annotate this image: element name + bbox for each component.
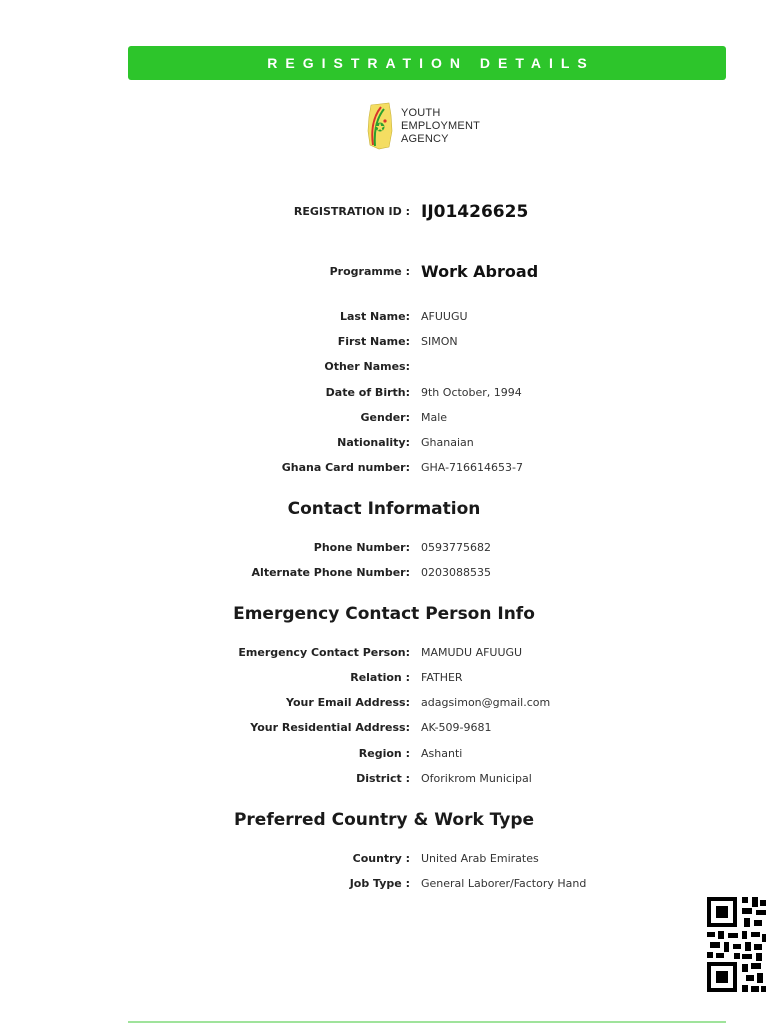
district-row [0, 769, 768, 789]
alternate-phone-row [0, 563, 768, 583]
field-value: AFUUGU [421, 310, 468, 323]
phone-row [0, 538, 768, 558]
last-name-row [0, 307, 768, 327]
first-name-row [0, 332, 768, 352]
programme-label: Programme : [329, 265, 410, 278]
agency-logo [365, 101, 480, 151]
job-type-row [0, 874, 768, 894]
field-value: United Arab Emirates [421, 852, 539, 865]
field-label: Your Residential Address: [250, 721, 410, 734]
contact-heading: Contact Information [287, 499, 481, 519]
field-value: 0593775682 [421, 541, 491, 554]
field-value: AK-509-9681 [421, 721, 492, 734]
field-value: Male [421, 411, 448, 424]
field-value: Ashanti [421, 747, 463, 760]
field-label: Date of Birth: [325, 386, 410, 399]
registration-id-label: REGISTRATION ID : [293, 205, 410, 218]
field-label: Gender: [360, 411, 410, 424]
field-value: Oforikrom Municipal [421, 772, 532, 785]
qr-code-icon [706, 896, 766, 994]
programme-row [0, 262, 768, 282]
field-value: MAMUDU AFUUGU [421, 646, 523, 659]
email-row [0, 693, 768, 713]
registration-id-row [0, 202, 768, 222]
agency-name-line2: EMPLOYMENT [401, 119, 481, 132]
field-value: SIMON [421, 335, 458, 348]
date-of-birth-row [0, 383, 768, 403]
field-label: Country : [352, 852, 410, 865]
emergency-heading: Emergency Contact Person Info [233, 604, 535, 624]
footer-divider [128, 1021, 726, 1023]
agency-name [401, 107, 480, 146]
agency-name-line1: YOUTH [401, 106, 441, 119]
nationality-row [0, 433, 768, 453]
country-row [0, 849, 768, 869]
field-label: Other Names: [324, 360, 410, 373]
other-names-row [0, 357, 768, 377]
preference-heading: Preferred Country & Work Type [233, 810, 535, 830]
field-value: 0203088535 [421, 566, 491, 579]
residential-address-row [0, 718, 768, 738]
ghana-map-logo-icon [365, 101, 395, 151]
relation-row [0, 668, 768, 688]
qr-code [706, 896, 766, 994]
field-label: Last Name: [339, 310, 410, 323]
field-label: Ghana Card number: [281, 461, 410, 474]
field-value: General Laborer/Factory Hand [421, 877, 587, 890]
field-value: Ghanaian [421, 436, 474, 449]
region-row [0, 744, 768, 764]
gender-row [0, 408, 768, 428]
programme-value: Work Abroad [421, 262, 539, 281]
field-value: 9th October, 1994 [421, 386, 522, 399]
field-label: Alternate Phone Number: [251, 566, 410, 579]
field-value: FATHER [421, 671, 463, 684]
field-value: GHA-716614653-7 [421, 461, 524, 474]
banner-title: REGISTRATION DETAILS [267, 55, 595, 71]
field-label: First Name: [337, 335, 410, 348]
field-label: Region : [358, 747, 410, 760]
field-label: Your Email Address: [285, 696, 410, 709]
agency-name-line3: AGENCY [401, 132, 449, 145]
registration-banner [128, 46, 726, 80]
emergency-contact-row [0, 643, 768, 663]
registration-id-value: IJ01426625 [421, 202, 529, 222]
field-label: Nationality: [337, 436, 410, 449]
ghana-card-row [0, 458, 768, 478]
field-label: Relation : [350, 671, 410, 684]
field-value: adagsimon@gmail.com [421, 696, 551, 709]
field-label: Phone Number: [313, 541, 410, 554]
field-label: District : [356, 772, 410, 785]
field-label: Emergency Contact Person: [238, 646, 410, 659]
field-label: Job Type : [349, 877, 410, 890]
